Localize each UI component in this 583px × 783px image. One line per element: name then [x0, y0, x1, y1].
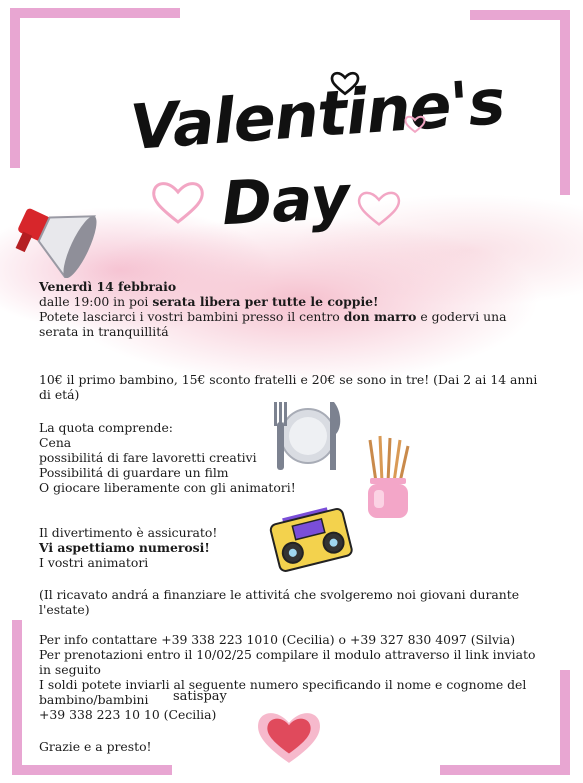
- event-time-bold: serata libera per tutte le coppie!: [152, 294, 379, 309]
- paint-brushes-jar-icon: [362, 434, 414, 522]
- frame-right-top: [560, 10, 570, 195]
- frame-bottom-left: [12, 765, 172, 775]
- prices-line2: di etá): [39, 387, 80, 402]
- event-location-bold: don marro: [343, 309, 417, 324]
- closing-line3: I vostri animatori: [39, 555, 149, 570]
- closing-line1: Il divertimento è assicurato!: [39, 525, 218, 540]
- small-heart-icon: [330, 70, 360, 96]
- prices-line1: 10€ il primo bambino, 15€ sconto fratelli e 20€ se sono in tre! (Dai 2 ai 14 anni: [39, 372, 538, 387]
- event-location-suffix: e godervi una: [416, 309, 507, 324]
- includes-heading: La quota comprende:: [39, 420, 173, 435]
- closing-line2: Vi aspettiamo numerosi!: [39, 540, 210, 555]
- contact-line3: in seguito: [39, 662, 101, 677]
- footer-thanks: Grazie e a presto!: [39, 739, 152, 754]
- title-day: Day: [220, 162, 352, 240]
- contact-line2: Per prenotazioni entro il 10/02/25 compilare il modulo attraverso il link inviato: [39, 647, 536, 662]
- satispay-label: satispay: [173, 689, 227, 704]
- contact-line1: Per info contattare +39 338 223 1010 (Cecilia) o +39 327 830 4097 (Silvia): [39, 632, 516, 647]
- includes-item: Cena: [39, 435, 72, 450]
- event-location: [39, 309, 506, 324]
- title-valentines: Valentine's: [127, 65, 507, 164]
- heart-icon: [256, 708, 322, 766]
- includes-item: possibilitá di fare lavoretti creativi: [39, 450, 257, 465]
- contact-line6: +39 338 223 10 10 (Cecilia): [39, 707, 217, 722]
- outline-heart-icon: [356, 188, 402, 228]
- note-line1: (Il ricavato andrá a finanziare le attivitá che svolgeremo noi giovani durante: [39, 587, 520, 602]
- small-heart-icon: [404, 114, 426, 134]
- contact-line4: I soldi potete inviarli al seguente numero specificando il nome e cognome del: [39, 677, 527, 692]
- contact-line5: bambino/bambini: [39, 692, 149, 707]
- megaphone-icon: [8, 196, 104, 278]
- event-date: Venerdì 14 febbraio: [39, 279, 177, 294]
- frame-top-right: [470, 10, 570, 20]
- plate-cutlery-icon: [270, 398, 346, 476]
- frame-left-top: [10, 8, 20, 168]
- event-location-prefix: Potete lasciarci i vostri bambini presso il centro: [39, 309, 344, 324]
- frame-right-bottom: [560, 670, 570, 775]
- boombox-icon: [266, 500, 356, 578]
- event-time-prefix: dalle 19:00 in poi: [39, 294, 153, 309]
- note-line2: l'estate): [39, 602, 90, 617]
- frame-bottom-right: [440, 765, 570, 775]
- event-time: [39, 294, 379, 309]
- frame-top-left: [10, 8, 180, 18]
- includes-item: O giocare liberamente con gli animatori!: [39, 480, 296, 495]
- frame-left-bottom: [12, 620, 22, 775]
- includes-item: Possibilitá di guardare un film: [39, 465, 229, 480]
- outline-heart-icon: [150, 178, 206, 226]
- event-line4: serata in tranquillitá: [39, 324, 169, 339]
